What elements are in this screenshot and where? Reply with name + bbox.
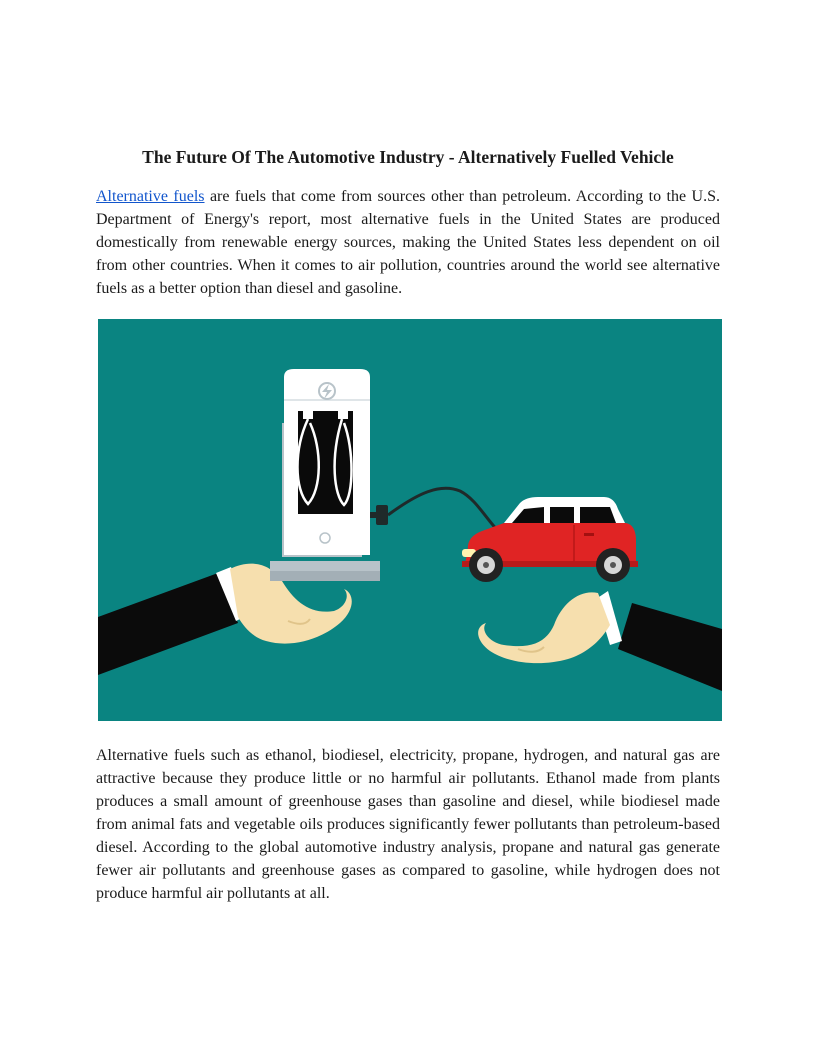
body-paragraph: Alternative fuels such as ethanol, biodiesel, electricity, propane, hydrogen, and natural gas are attractive because they produce little or no harmful air pollutants. Ethanol made from plants produces a small amount of greenhouse gases than gasoline and diesel, while biodiesel made from animal fats and vegetable oils produces significantly fewer pollutants than petroleum-based diesel. According to the global automotive industry analysis, propane and natural gas generate fewer air pollutants and greenhouse gases as compared to gasoline, while hydrogen does not produce harmful air pollutants at all. (96, 747, 720, 902)
illustration-background (98, 319, 722, 721)
car-windows (512, 507, 616, 523)
alternative-fuels-link[interactable]: Alternative fuels (96, 188, 205, 205)
page-title: The Future Of The Automotive Industry - Alternatively Fuelled Vehicle (142, 147, 674, 167)
intro-paragraph-text: are fuels that come from sources other than petroleum. According to the U.S. Department of Energy's report, most alternative fuels in the United States are produced domestically from renewable energy sources, making the United States less dependent on oil from other countries. When it comes to air pollution, countries around the world see alternative fuels as a better option than diesel and gasoline. (96, 188, 720, 297)
intro-paragraph (96, 185, 720, 300)
ev-charging-illustration (98, 319, 722, 721)
charging-station-icon (270, 369, 380, 581)
